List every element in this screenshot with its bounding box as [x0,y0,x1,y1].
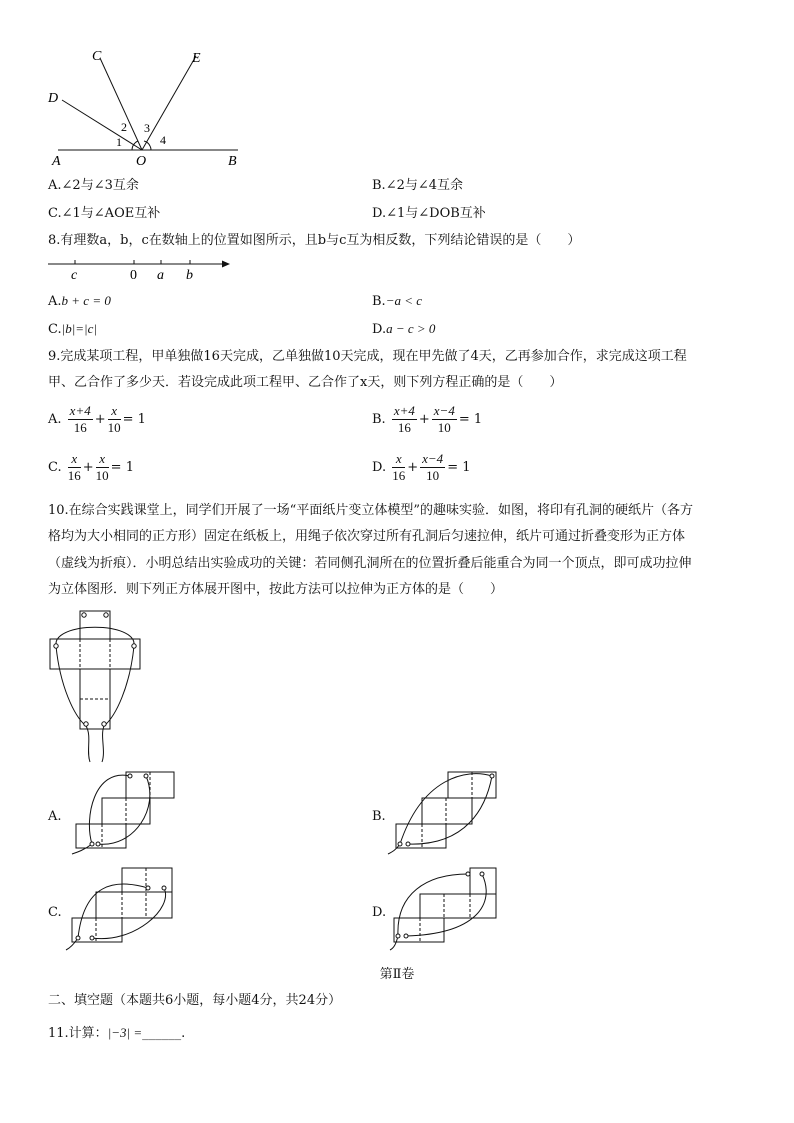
q11-answer-blank[interactable]: ______ [142,1026,182,1041]
q10-stem-line1: 10.在综合实践课堂上，同学们开展了一场“平面纸片变立体模型”的趣味实验．如图，将印有孔洞的硬纸片（各方 [48,503,693,518]
axis-label-c: c [71,268,78,282]
angle-2-label: 2 [121,120,127,134]
option-letter: A. [48,178,62,193]
q10-stem-line3: （虚线为折痕）．小明总结出实验成功的关键：若同侧孔洞所在的位置折叠后能重合为同一个顶点，即可成功拉伸 [48,556,692,571]
option-letter: D. [372,322,387,337]
equation-rhs: = 1 [110,460,134,475]
option-text: −a < c [385,293,423,308]
option-letter: D. [372,206,387,221]
angle-4-label: 4 [160,133,166,147]
q10-option-b-figure[interactable] [386,768,506,858]
axis-label-b: b [186,268,193,282]
q9-option-a[interactable]: A. $\frac{x+4}{16}$ + $\frac{x}{10}$ = 1 [48,403,146,435]
cross-net-figure [44,606,154,764]
q10-stem-line2: 格均为大小相同的正方形）固定在纸板上，用绳子依次穿过所有孔洞后匀速拉伸，纸片可通过折叠变形为正方体 [48,529,686,544]
q8-option-c[interactable] [48,320,97,339]
option-letter: A. [48,294,62,309]
fraction: $\frac{x-4}{10}$ [422,451,444,483]
section-heading: 二、填空题（本题共6小题，每小题4分，共24分） [48,993,342,1008]
q10-option-c-figure[interactable] [64,864,184,954]
option-text: b + c = 0 [61,293,111,308]
label-E: E [192,51,201,66]
q10-option-b-letter[interactable]: B. [372,809,386,824]
option-text: ∠1与∠AOE互补 [61,206,161,221]
equation-rhs: = 1 [122,412,146,427]
option-letter: C. [48,322,62,337]
fraction: $\frac{x+4}{16}$ [393,403,415,435]
fraction: $\frac{x+4}{16}$ [69,403,91,435]
q7-option-b[interactable] [372,177,463,195]
fraction: $\frac{x}{10}$ [107,403,121,435]
option-letter: C. [48,460,62,475]
option-text: ∠2与∠4互余 [385,178,464,193]
option-letter: A. [48,412,62,427]
q11-period: . [181,1026,186,1041]
label-A: A [52,154,61,169]
q8-option-d[interactable] [372,320,435,339]
q11 [48,1024,185,1043]
fraction: $\frac{x-4}{10}$ [433,403,455,435]
equation-rhs: = 1 [458,412,483,427]
fraction: $\frac{x}{16}$ [67,451,81,483]
q11-expression: |−3| = [107,1025,143,1040]
label-B: B [228,154,237,169]
number-line-figure [44,256,244,282]
q9-stem-line1: 9.完成某项工程，甲单独做16天完成，乙单独做10天完成，现在甲先做了4天，乙再参加合作，求完成这项工程 [48,349,687,364]
q9-option-c[interactable]: C. $\frac{x}{16}$ + $\frac{x}{10}$ = 1 [48,451,134,483]
q10-option-c-letter[interactable]: C. [48,905,62,920]
option-letter: B. [372,178,386,193]
q7-option-c[interactable] [48,205,160,223]
q10-option-a-figure[interactable] [64,768,184,858]
axis-label-zero: 0 [130,268,137,282]
q10-stem-line4: 为立体图形．则下列正方体展开图中，按此方法可以拉伸为正方体的是（ ） [48,582,504,597]
option-text: |b|=|c| [61,321,97,336]
angle-figure [40,40,260,170]
q8-option-b[interactable] [372,292,422,311]
fraction: $\frac{x}{10}$ [95,451,109,483]
angle-3-label: 3 [144,121,150,135]
volume-title: 第Ⅱ卷 [379,967,415,982]
option-letter: B. [372,294,386,309]
q9-option-b[interactable]: B. $\frac{x+4}{16}$ + $\frac{x-4}{10}$ = 1 [372,403,483,435]
q10-option-a-letter[interactable]: A. [48,809,62,824]
axis-label-a: a [157,268,164,282]
option-letter: D. [372,460,387,475]
q10-option-d-letter[interactable]: D. [372,905,387,920]
label-O: O [136,154,147,169]
label-D: D [48,91,59,106]
equation-rhs: = 1 [447,460,471,475]
q8-stem: 8.有理数a，b，c在数轴上的位置如图所示，且b与c互为相反数，下列结论错误的是（ ） [48,233,581,248]
option-text: ∠1与∠DOB互补 [386,206,486,221]
angle-1-label: 1 [116,135,122,149]
label-C: C [92,49,102,64]
q8-option-a[interactable] [48,292,111,311]
q7-option-d[interactable] [372,205,486,223]
option-text: a − c > 0 [386,321,436,336]
option-text: ∠2与∠3互余 [61,178,139,193]
q9-option-d[interactable]: D. $\frac{x}{16}$ + $\frac{x-4}{10}$ = 1 [372,451,471,483]
q10-option-d-figure[interactable] [386,864,506,954]
fraction: $\frac{x}{16}$ [392,451,406,483]
q7-option-a[interactable] [48,177,139,195]
option-letter: C. [48,206,62,221]
option-letter: B. [372,412,386,427]
q11-prefix: 11.计算： [48,1026,108,1041]
q9-stem-line2: 甲、乙合作了多少天．若设完成此项工程甲、乙合作了x天，则下列方程正确的是（ ） [48,375,563,390]
